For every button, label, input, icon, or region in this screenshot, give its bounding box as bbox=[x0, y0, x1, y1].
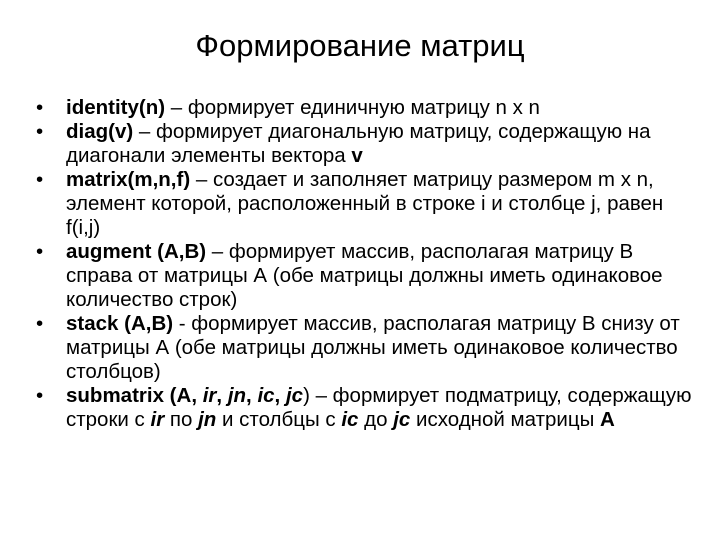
bullet-icon: • bbox=[36, 384, 44, 407]
param-jn: jn bbox=[227, 384, 247, 407]
list-item bbox=[36, 312, 696, 384]
separator: , bbox=[246, 384, 258, 407]
bullet-icon: • bbox=[36, 96, 44, 119]
param-jc: jc bbox=[285, 384, 304, 407]
function-name: augment (A,B) bbox=[66, 240, 207, 263]
param-jc: jc bbox=[393, 408, 411, 431]
close-paren: ) bbox=[303, 384, 310, 407]
function-description: по bbox=[164, 408, 199, 431]
separator: , bbox=[216, 384, 228, 407]
function-name: identity(n) bbox=[66, 96, 166, 119]
function-name: submatrix (A bbox=[66, 384, 192, 407]
function-description: – формирует массив, располагая матрицу В справа от матрицы А (обе матрицы должны иметь одинаковое количество строк) bbox=[66, 240, 663, 311]
function-name: matrix(m,n,f) bbox=[66, 168, 191, 191]
list-item bbox=[36, 168, 696, 240]
function-description: до bbox=[358, 408, 394, 431]
matrix-name: А bbox=[600, 408, 615, 431]
param-jn: jn bbox=[198, 408, 217, 431]
separator: , bbox=[191, 384, 203, 407]
bullet-icon: • bbox=[36, 240, 44, 263]
bullet-icon: • bbox=[36, 120, 44, 143]
argument-name: v bbox=[351, 144, 363, 167]
separator: , bbox=[274, 384, 286, 407]
function-description: – формирует диагональную матрицу, содержащую на диагонали элементы вектора bbox=[66, 120, 651, 167]
param-ir: ir bbox=[150, 408, 165, 431]
param-ir: ir bbox=[202, 384, 217, 407]
bullet-icon: • bbox=[36, 312, 44, 335]
list-item bbox=[36, 120, 696, 168]
bullet-list bbox=[36, 96, 696, 432]
bullet-icon: • bbox=[36, 168, 44, 191]
function-description: - формирует массив, располагая матрицу В снизу от матрицы А (обе матрицы должны иметь одинаковое количество столбцов) bbox=[66, 312, 680, 383]
param-ic: ic bbox=[341, 408, 359, 431]
list-item bbox=[36, 384, 696, 432]
function-description: и столбцы с bbox=[216, 408, 342, 431]
list-item bbox=[36, 96, 696, 120]
slide-title: Формирование матриц bbox=[195, 28, 525, 63]
function-name: diag(v) bbox=[66, 120, 134, 143]
function-description: – создает и заполняет матрицу размером m x n, элемент которой, расположенный в строке i и столбце j, равен f(i,j) bbox=[66, 168, 664, 239]
function-description: исходной матрицы bbox=[410, 408, 600, 431]
function-description: – формирует единичную матрицу n x n bbox=[165, 96, 540, 119]
param-ic: ic bbox=[257, 384, 275, 407]
function-name: stack (A,B) bbox=[66, 312, 174, 335]
list-item bbox=[36, 240, 696, 312]
function-description: – формирует подматрицу, содержащую строки с bbox=[66, 384, 692, 431]
